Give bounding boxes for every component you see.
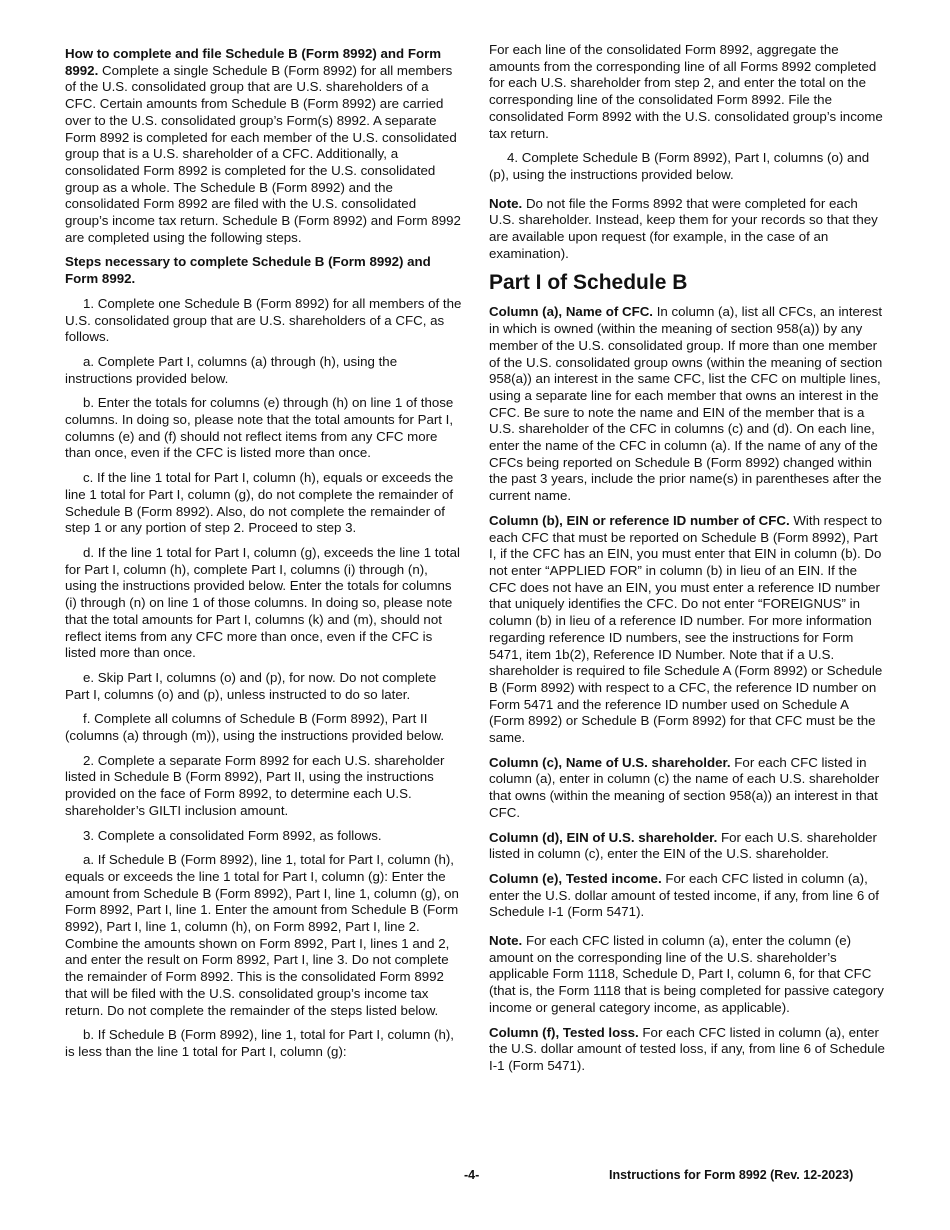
- column-d-paragraph: Column (d), EIN of U.S. shareholder. For each U.S. shareholder listed in column (c), enter the EIN of the U.S. shareholder.: [489, 829, 877, 862]
- step-1d: d. If the line 1 total for Part I, column (g), exceeds the line 1 total for Part I, column (h), complete Part I, columns (i) through (n), using the instructions provided below. Enter the totals for columns (i) through (n) on line 1 of those columns. In doing so, please note that the total amounts for Part I, columns (k) and (m), should not reflect items from any CFC more than once, even if the CFC is listed more than once.: [65, 544, 460, 661]
- step-1c: c. If the line 1 total for Part I, column (h), equals or exceeds the line 1 total for Part I, column (g), do not complete the remainder of Schedule B (Form 8992). Also, do not complete the remainder of step 1 or any portion of step 2. Proceed to step 3.: [65, 470, 454, 536]
- step-1e: e. Skip Part I, columns (o) and (p), for now. Do not complete Part I, columns (o) and (p), unless instructed to do so later.: [65, 669, 437, 702]
- footer-title: Instructions for Form 8992 (Rev. 12-2023): [609, 1168, 854, 1182]
- note-2: Note. For each CFC listed in column (a), enter the column (e) amount on the corresponding line of the U.S. shareholder’s applicable Form 1118, Schedule D, Part I, column 6, for that CFC (that is, the Form 1118 that is being completed for passive category income or general category income, as applicable).: [489, 933, 884, 1015]
- step-1b: b. Enter the totals for columns (e) through (h) on line 1 of those columns. In doing so, please note that the total amounts for Part I, columns (e) and (f) should not reflect items from any CFC more than once, even if the CFC is listed more than once.: [65, 395, 454, 461]
- step-3: 3. Complete a consolidated Form 8992, as follows.: [83, 827, 382, 843]
- step-1f: f. Complete all columns of Schedule B (Form 8992), Part II (columns (a) through (m)), using the instructions provided below.: [65, 711, 445, 744]
- step-2: 2. Complete a separate Form 8992 for each U.S. shareholder listed in Schedule B (Form 8992), Part II, using the instructions provided on the face of Form 8992, to determine each U.S. shareholder’s GILTI inclusion amount.: [65, 752, 445, 818]
- step-3a: a. If Schedule B (Form 8992), line 1, total for Part I, column (h), equals or exceeds the line 1 total for Part I, column (g): Enter the amount from Schedule B (Form 8992), Part I, line 1, column (g), on Form 8992, Part I, line 1. Enter the amount from Schedule B (Form 8992), Part I, line 1, column (h), on Form 8992, Part I, line 2. Combine the amounts shown on Form 8992, Part I, lines 1 and 2, and enter the result on Form 8992, Part I, line 3. Do not complete the remainder of Form 8992. This is the consolidated Form 8992 that will be filed with the U.S. consolidated group’s income tax return. Do not complete the remainder of the steps listed below.: [65, 852, 459, 1018]
- step-3b-continued: For each line of the consolidated Form 8992, aggregate the amounts from the corresponding line of all Forms 8992 completed for each U.S. shareholder from step 2, and enter the total on the corresponding line of the consolidated Form 8992. File the consolidated Form 8992 with the U.S. consolidated group’s income tax return.: [489, 42, 883, 141]
- column-e-paragraph: Column (e), Tested income. For each CFC listed in column (a), enter the U.S. dollar amount of tested income, if any, from line 6 of Schedule I-1 (Form 5471).: [489, 870, 879, 920]
- intro-heading: How to complete and file Schedule B (Form 8992) and Form 8992.: [65, 46, 442, 78]
- column-a-paragraph: Column (a), Name of CFC. In column (a), list all CFCs, an interest in which is owned (within the meaning of section 958(a)) by any member of the U.S. consolidated group. If more than one member of the U.S. consolidated group owns (within the meaning of section 958(a)) an interest in the same CFC, list the CFC on multiple lines, using a separate line for each member that owns an interest in the CFC. Be sure to note the name and EIN of the member that is a U.S. shareholder of the CFC in columns (c) and (d). On each line, enter the name of the CFC in column (a). If the name of any of the CFCs being reported on Schedule B (Form 8992) changed within the past 3 years, include the prior name(s) in parentheses after the current name.: [489, 304, 883, 504]
- page-number: -4-: [464, 1168, 480, 1182]
- note-1: Note. Do not file the Forms 8992 that were completed for each U.S. shareholder. Instead, keep them for your records so that they are available upon request (for example, in the case of an examination).: [489, 195, 878, 261]
- column-f-paragraph: Column (f), Tested loss. For each CFC listed in column (a), enter the U.S. dollar amount of tested loss, if any, from line 6 of Schedule I-1 (Form 5471).: [489, 1024, 885, 1073]
- step-1: 1. Complete one Schedule B (Form 8992) for all members of the U.S. consolidated group that are U.S. shareholders of a CFC, as follows.: [65, 295, 462, 345]
- steps-heading: Steps necessary to complete Schedule B (Form 8992) and Form 8992.: [65, 254, 431, 287]
- step-4: 4. Complete Schedule B (Form 8992), Part I, columns (o) and (p), using the instructions provided below.: [489, 150, 870, 182]
- left-column: [65, 46, 462, 1069]
- section-heading: Part I of Schedule B: [489, 271, 688, 295]
- step-1a: a. Complete Part I, columns (a) through (h), using the instructions provided below.: [65, 353, 398, 386]
- column-c-paragraph: Column (c), Name of U.S. shareholder. For each CFC listed in column (a), enter in column (c) the name of each U.S. shareholder that owns (within the meaning of section 958(a)) an interest in that CFC.: [489, 754, 880, 820]
- intro-paragraph: How to complete and file Schedule B (Form 8992) and Form 8992. Complete a single Schedule B (Form 8992) for all members of the U.S. consolidated group that are U.S. shareholders of a CFC. Certain amounts from Schedule B (Form 8992) are carried over to the U.S. consolidated group’s Form(s) 8992. A separate Form 8992 is completed for each member of the U.S. consolidated group that is a U.S. shareholder of a CFC. Additionally, a consolidated Form 8992 is completed for the U.S. consolidated group as a whole. The Schedule B (Form 8992) and the consolidated Form 8992 are filed with the U.S. consolidated group’s income tax return. Schedule B (Form 8992) and Form 8992 are completed using the following steps.: [65, 46, 461, 245]
- column-b-paragraph: Column (b), EIN or reference ID number of CFC. With respect to each CFC that must be reported on Schedule B (Form 8992), Part I, if the CFC has an EIN, you must enter that EIN in column (b). Do not enter “APPLIED FOR” in column (b) in lieu of an EIN. If the CFC does not have an EIN, you must enter a reference ID number that uniquely identifies the CFC. Do not enter “FOREIGNUS” in column (b) in lieu of a reference ID number. For more information regarding reference ID numbers, see the instructions for Form 5471, item 1b(2), Reference ID Number. Note that if a U.S. shareholder is required to file Schedule A (Form 8992) or Schedule B (Form 8992) with respect to a CFC, the reference ID number on Form 5471 and the reference ID number used on Schedule A (Form 8992) or Schedule B (Form 8992) for that CFC must be the same.: [489, 512, 883, 746]
- right-column: [489, 42, 886, 1083]
- step-3b: b. If Schedule B (Form 8992), line 1, total for Part I, column (h), is less than the line 1 total for Part I, column (g):: [65, 1027, 454, 1059]
